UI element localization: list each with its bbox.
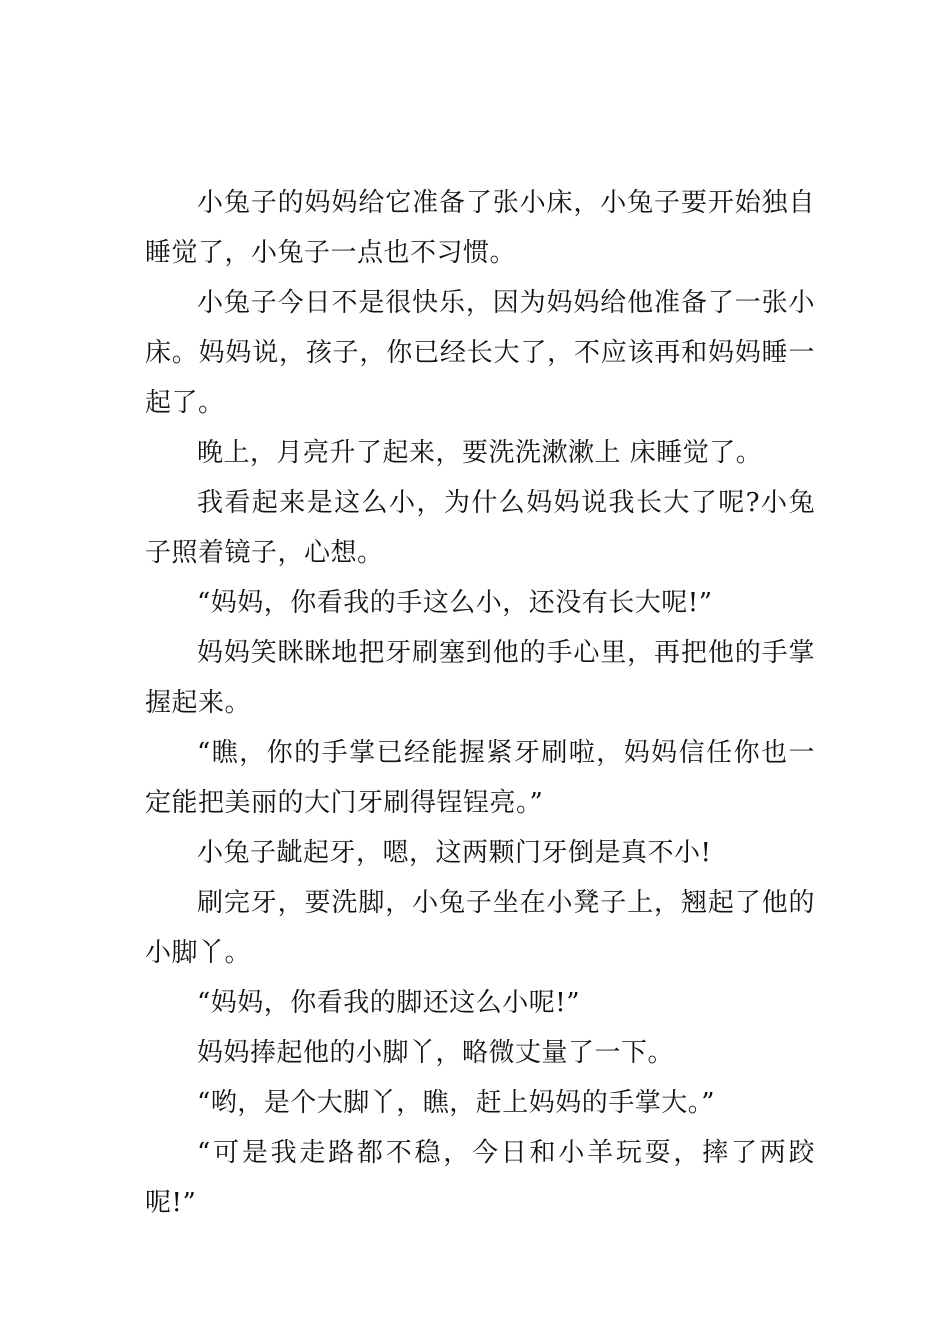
paragraph-5: “妈妈，你看我的手这么小，还没有长大呢!” (197, 588, 713, 618)
paragraph-10: “妈妈，你看我的脚还这么小呢!” (197, 988, 581, 1018)
paragraph-3: 晚上，月亮升了起来，要洗洗漱漱上 床睡觉了。 (197, 438, 763, 468)
paragraph-2: 小兔子今日不是很快乐，因为妈妈给他准备了一张小床。妈妈说，孩子，你已经长大了，不应该再和妈妈睡一起了。 (145, 288, 815, 418)
paragraph-13: “可是我走路都不稳，今日和小羊玩耍，摔了两跤呢!” (145, 1138, 815, 1218)
paragraph-1: 小兔子的妈妈给它准备了张小床，小兔子要开始独自睡觉了，小兔子一点也不习惯。 (145, 188, 815, 268)
paragraph-11: 妈妈捧起他的小脚丫，略微丈量了一下。 (197, 1038, 675, 1068)
paragraph-8: 小兔子龇起牙，嗯，这两颗门牙倒是真不小! (197, 838, 712, 868)
paragraph-7: “瞧，你的手掌已经能握紧牙刷啦，妈妈信任你也一定能把美丽的大门牙刷得锃锃亮。” (145, 738, 815, 818)
document-body (145, 178, 815, 1228)
paragraph-6: 妈妈笑眯眯地把牙刷塞到他的手心里，再把他的手掌握起来。 (145, 638, 815, 718)
paragraph-4: 我看起来是这么小，为什么妈妈说我长大了呢?小兔子照着镜子，心想。 (145, 488, 815, 568)
paragraph-12: “哟，是个大脚丫，瞧，赶上妈妈的手掌大。” (197, 1088, 716, 1118)
paragraph-9: 刷完牙，要洗脚，小兔子坐在小凳子上，翘起了他的小脚丫。 (145, 888, 815, 968)
